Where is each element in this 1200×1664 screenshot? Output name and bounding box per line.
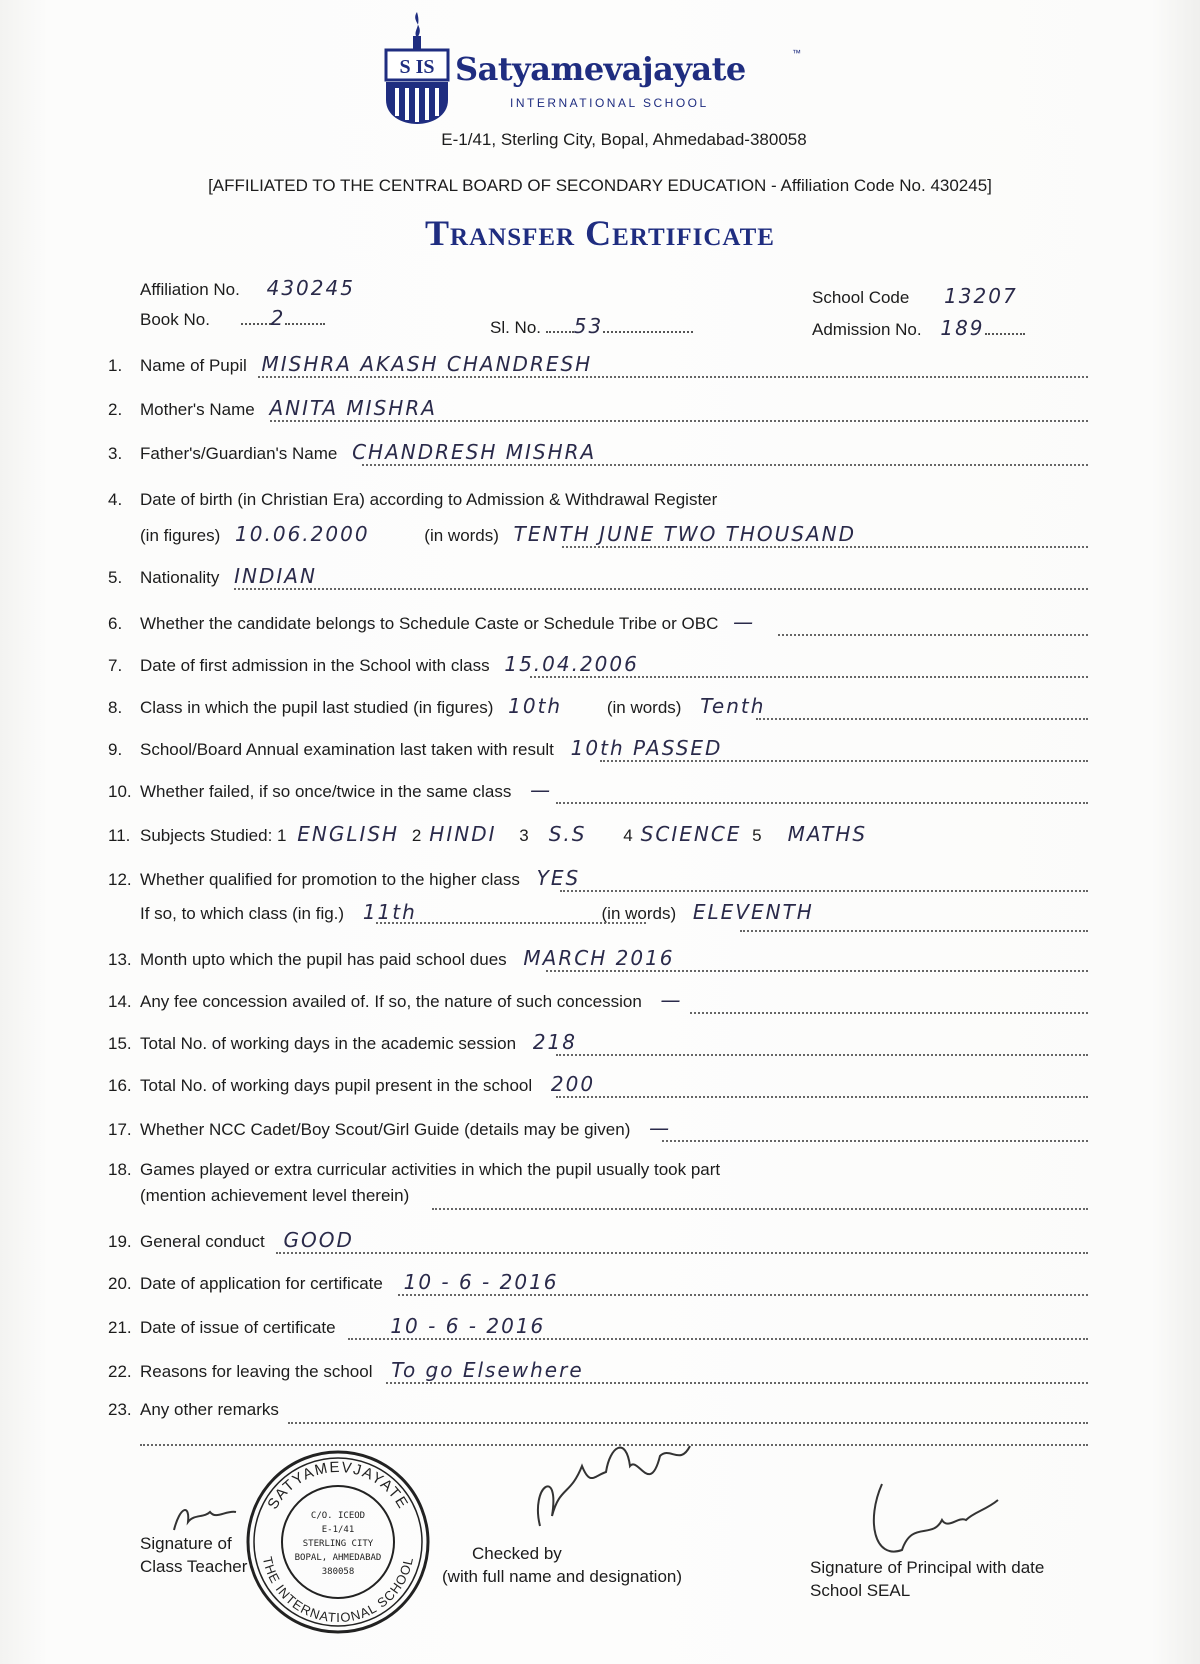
- item-fee-concession: [108, 988, 1088, 1012]
- item-fathers-name: [108, 440, 1088, 464]
- item-label: Mother's Name: [140, 400, 255, 419]
- item-value: 218: [532, 1030, 577, 1054]
- item-first-admission: [108, 652, 1088, 676]
- checked-by-line2: (with full name and designation): [442, 1567, 683, 1586]
- item-number: 22.: [108, 1362, 132, 1381]
- item-name-of-pupil: [108, 352, 1088, 376]
- item-other-remarks: [108, 1400, 1088, 1420]
- school-code-value: 13207: [944, 284, 1018, 308]
- item-value: To go Elsewhere: [391, 1358, 584, 1382]
- sl-no: [490, 314, 693, 338]
- school-code: [812, 284, 1018, 308]
- item-games: [108, 1160, 1088, 1180]
- item-promotion-class: [108, 900, 1088, 924]
- item-number: 23.: [108, 1400, 132, 1419]
- trademark-mark: ™: [792, 48, 801, 58]
- item-general-conduct: [108, 1228, 1088, 1252]
- item-number: 9.: [108, 740, 123, 759]
- school-code-label: School Code: [812, 288, 910, 307]
- sl-label: Sl. No.: [490, 318, 542, 337]
- item-number: 8.: [108, 698, 123, 717]
- item-number: 1.: [108, 356, 123, 375]
- item-label: Subjects Studied: 1: [140, 826, 287, 845]
- principal-line2: School SEAL: [810, 1581, 911, 1600]
- item-value: 15.04.2006: [504, 652, 639, 676]
- item-label: Total No. of working days in the academic session: [140, 1034, 517, 1053]
- item-number: 2.: [108, 400, 123, 419]
- affiliation-value: 430245: [266, 276, 355, 300]
- item-number: 18.: [108, 1160, 132, 1179]
- item-label: General conduct: [140, 1232, 265, 1251]
- item-working-days: [108, 1030, 1088, 1054]
- seal-line-4: BOPAL, AHMEDABAD: [294, 1553, 382, 1563]
- promotion-class-words: ELEVENTH: [692, 900, 814, 924]
- checked-by-signature: [530, 1426, 700, 1536]
- seal-line-5: 380058: [321, 1567, 355, 1577]
- item-annual-exam: [108, 736, 1088, 760]
- item-whether-failed: [108, 778, 1088, 802]
- item-number: 21.: [108, 1318, 132, 1337]
- item-value: INDIAN: [234, 564, 317, 588]
- dob-figures: 10.06.2000: [235, 522, 370, 546]
- item-label: Whether failed, if so once/twice in the same class: [140, 782, 512, 801]
- item-label: Any other remarks: [140, 1400, 279, 1419]
- item-subjects: 11. Subjects Studied: 1 ENGLISH 2 HINDI 3 S.S 4 SCIENCE 5 MATHS: [108, 822, 868, 846]
- item-number: 6.: [108, 614, 123, 633]
- item-number: 11.: [108, 826, 131, 845]
- item-label: Games played or extra curricular activities in which the pupil usually took part: [140, 1160, 721, 1179]
- item-label: Date of application for certificate: [140, 1274, 383, 1293]
- item-value: 10 - 6 - 2016: [403, 1270, 559, 1294]
- item-ncc: [108, 1116, 1088, 1140]
- seal-line-1: C/O. ICEOD: [310, 1511, 366, 1521]
- item-label: Date of first admission in the School with class: [140, 656, 490, 675]
- item-promotion: [108, 866, 1088, 890]
- item-nationality: [108, 564, 1088, 588]
- item-number: 3.: [108, 444, 123, 463]
- book-value: 2: [270, 306, 286, 330]
- checked-by-line1: Checked by: [472, 1544, 562, 1563]
- item-sublabel: (in words): [424, 526, 499, 545]
- item-sublabel: (mention achievement level therein): [140, 1186, 410, 1205]
- item-number: 5.: [108, 568, 123, 587]
- item-value: —: [530, 778, 553, 802]
- item-mothers-name: [108, 396, 1088, 420]
- certificate-title: Transfer Certificate: [425, 213, 775, 253]
- item-label: Reasons for leaving the school: [140, 1362, 373, 1381]
- item-value: —: [649, 1116, 672, 1140]
- affiliation-no: [140, 276, 355, 300]
- item-number: 14.: [108, 992, 132, 1011]
- item-label: Father's/Guardian's Name: [140, 444, 338, 463]
- logo-letters: S IS: [399, 56, 435, 78]
- item-value: ANITA MISHRA: [269, 396, 437, 420]
- item-value: 10 - 6 - 2016: [390, 1314, 546, 1338]
- item-sublabel: (in words): [601, 904, 677, 923]
- promotion-class-figures: 11th: [362, 900, 417, 924]
- item-label: Nationality: [140, 568, 220, 587]
- item-label: Whether the candidate belongs to Schedule Caste or Schedule Tribe or OBC: [140, 614, 719, 633]
- subject-1: ENGLISH: [297, 822, 400, 846]
- item-dues-paid: [108, 946, 1088, 970]
- item-number: 12.: [108, 870, 132, 889]
- sl-value: 53: [573, 314, 604, 338]
- item-label: Class in which the pupil last studied (in figures): [140, 698, 494, 717]
- item-value: 10th PASSED: [570, 736, 723, 760]
- admission-label: Admission No.: [812, 320, 922, 339]
- subject-2: HINDI: [429, 822, 497, 846]
- item-value: CHANDRESH MISHRA: [352, 440, 597, 464]
- item-class-last-studied: [108, 694, 1088, 718]
- item-number: 15.: [108, 1034, 132, 1053]
- subject-3: S.S: [548, 822, 587, 846]
- subject-4: SCIENCE: [640, 822, 742, 846]
- school-address: E-1/41, Sterling City, Bopal, Ahmedabad-380058: [441, 130, 807, 149]
- seal-line-3: STERLING CITY: [302, 1539, 374, 1549]
- item-reason-leaving: [108, 1358, 1088, 1382]
- admission-no: [812, 316, 1025, 340]
- item-date-of-application: [108, 1270, 1088, 1294]
- item-value: —: [733, 610, 756, 634]
- item-label: Name of Pupil: [140, 356, 247, 375]
- checked-by-label: [442, 1542, 683, 1588]
- item-label: Whether NCC Cadet/Boy Scout/Girl Guide (details may be given): [140, 1120, 631, 1139]
- item-date-of-birth: [108, 490, 1088, 510]
- item-number: 19.: [108, 1232, 132, 1251]
- item-sublabel: (in words): [606, 698, 682, 717]
- item-label: Month upto which the pupil has paid school dues: [140, 950, 507, 969]
- seal-top-text: SATYAMEVJAYATE: [264, 1458, 412, 1513]
- item-number: 10.: [108, 782, 132, 801]
- school-subtitle: INTERNATIONAL SCHOOL: [510, 96, 709, 110]
- item-number: 13.: [108, 950, 132, 969]
- principal-line1: Signature of Principal with date: [810, 1558, 1045, 1577]
- item-caste: [108, 610, 1088, 634]
- item-date-of-birth-values: [108, 522, 1088, 546]
- item-label: Whether qualified for promotion to the higher class: [140, 870, 520, 889]
- book-no: [140, 306, 325, 330]
- item-label: Any fee concession availed of. If so, the nature of such concession: [140, 992, 642, 1011]
- item-value: YES: [536, 866, 581, 890]
- seal-line-2: E-1/41: [321, 1525, 355, 1535]
- subject-5: MATHS: [787, 822, 868, 846]
- item-value: —: [660, 988, 683, 1012]
- school-logo: [382, 8, 452, 126]
- class-teacher-label: Signature of Class Teacher: [140, 1534, 248, 1576]
- item-value: MARCH 2016: [523, 946, 675, 970]
- item-number: 4.: [108, 490, 123, 509]
- book-label: Book No.: [140, 310, 210, 329]
- item-value-words: Tenth: [700, 694, 766, 718]
- affiliation-line: [AFFILIATED TO THE CENTRAL BOARD OF SECONDARY EDUCATION - Affiliation Code No. 430245]: [208, 176, 992, 195]
- item-number: 7.: [108, 656, 123, 675]
- item-games-sub: [108, 1186, 1088, 1206]
- item-value: GOOD: [283, 1228, 354, 1252]
- affiliation-label: Affiliation No.: [140, 280, 240, 299]
- item-label: School/Board Annual examination last taken with result: [140, 740, 554, 759]
- item-number: 20.: [108, 1274, 132, 1293]
- item-number: 17.: [108, 1120, 132, 1139]
- item-label: Date of issue of certificate: [140, 1318, 336, 1337]
- seal-bottom-text: THE INTERNATIONAL SCHOOL: [259, 1555, 417, 1626]
- school-seal: [242, 1446, 434, 1638]
- item-label: Date of birth (in Christian Era) according to Admission & Withdrawal Register: [140, 490, 718, 509]
- item-days-present: [108, 1072, 1088, 1096]
- school-name: Satyamevajayate: [455, 50, 746, 88]
- item-date-of-issue: [108, 1314, 1088, 1338]
- dob-words: TENTH JUNE TWO THOUSAND: [513, 522, 857, 546]
- item-value: MISHRA AKASH CHANDRESH: [261, 352, 593, 376]
- admission-value: 189: [940, 316, 985, 340]
- principal-label: [810, 1556, 1044, 1602]
- item-sublabel: (in figures): [140, 526, 221, 545]
- item-number: 16.: [108, 1076, 132, 1095]
- item-value: 10th: [508, 694, 563, 718]
- item-value: 200: [550, 1072, 596, 1096]
- item-label: Total No. of working days pupil present in the school: [140, 1076, 533, 1095]
- item-sublabel: If so, to which class (in fig.): [140, 904, 345, 923]
